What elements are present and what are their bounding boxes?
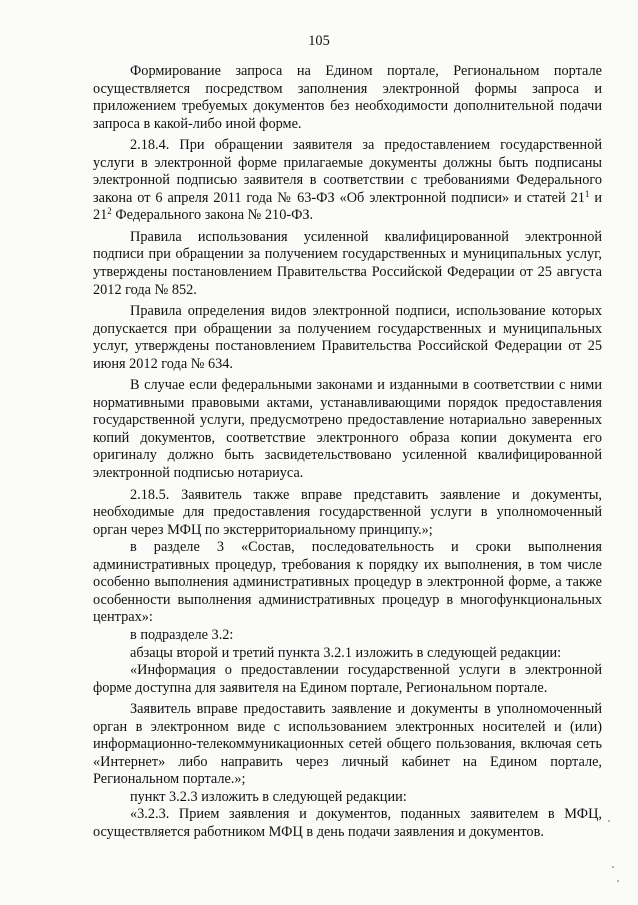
paragraph-2-18-4-text-b: и 21: [93, 189, 602, 224]
page-number: 105: [308, 33, 330, 49]
paragraph-section-3: в разделе 3 «Состав, последовательность и сроки выполнения административных процедур, требования к порядку их выполнения, в том числе особенно выполнения административных процедур в электронной форме, а также особенности выполнения административных процедур в многофункциональных центрах»:: [93, 539, 602, 626]
scan-speck: [612, 866, 614, 868]
paragraph-2-18-4-text-c: Федерального закона № 210-ФЗ.: [111, 207, 314, 224]
document-body: [93, 63, 602, 842]
paragraph-signature-types-634: Правила определения видов электронной подписи, использование которых допускается при обращении за получением государственных и муниципальных услуг, утверждены постановлением Правительства Российской Федерации от 25 июня 2012 года № 634.: [93, 303, 602, 372]
paragraph-subsection-3-2: в подразделе 3.2:: [130, 626, 234, 643]
paragraph-3-2-3-intro: пункт 3.2.3 изложить в следующей редакции:: [130, 788, 407, 805]
paragraph-notary-copies: В случае если федеральными законами и изданными в соответствии с ними нормативными правовыми актами, устанавливающими порядок предоставления государственной услуги, предусмотрено предоставление нотариально заверенных копий документов, соответствие электронного образа копии документа его оригиналу должно быть засвидетельствовано усиленной квалифицированной электронной подписью нотариуса.: [93, 377, 602, 482]
paragraph-signature-rules-852: Правила использования усиленной квалифицированной электронной подписи при обращении за получением государственных и муниципальных услуг, утверждены постановлением Правительства Российской Федерации от 25 августа 2012 года № 852.: [93, 228, 602, 298]
paragraph-3-2-3: «3.2.3. Прием заявления и документов, поданных заявителем в МФЦ, осуществляется работником МФЦ в день подачи заявления и документов.: [93, 806, 602, 840]
paragraph-info-availability: «Информация о предоставлении государственной услуги в электронной форме доступна для заявителя на Едином портале, Региональном портале.: [93, 662, 602, 696]
paragraph-2-18-4-text-a: 2.18.4. При обращении заявителя за предоставлением государственной услуги в электронной форме прилагаемые документы должны быть подписаны электронной подписью заявителя в соответствии с требованиями Федерального закона от 6 апреля 2011 года № 63-ФЗ «Об электронной подписи» и статей 21: [93, 137, 602, 206]
paragraph-2-18-5: 2.18.5. Заявитель также вправе представить заявление и документы, необходимые для предоставления государственной услуги в уполномоченный орган через МФЦ по экстерриториальному принципу.»;: [93, 486, 602, 538]
scan-speck: [608, 820, 610, 822]
superscript-2: 2: [107, 206, 112, 217]
paragraph-portal-request: Формирование запроса на Едином портале, Региональном портале осуществляется посредством заполнения электронной формы запроса и приложением требуемых документов без необходимости дополнительной подачи запроса в какой-либо иной форме.: [93, 63, 602, 132]
superscript-1: 1: [584, 188, 590, 199]
paragraph-2-18-4: [93, 137, 602, 225]
paragraph-3-2-1-intro: абзацы второй и третий пункта 3.2.1 изложить в следующей редакции:: [130, 644, 562, 661]
scan-speck: [617, 880, 619, 882]
paragraph-electronic-submission: Заявитель вправе предоставить заявление и документы в уполномоченный орган в электронном виде с использованием электронных носителей и (или) информационно-телекоммуникационных сетей общего пользования, включая сеть «Интернет» либо направить через личный кабинет на Едином портале, Региональном портале.»;: [93, 701, 602, 788]
